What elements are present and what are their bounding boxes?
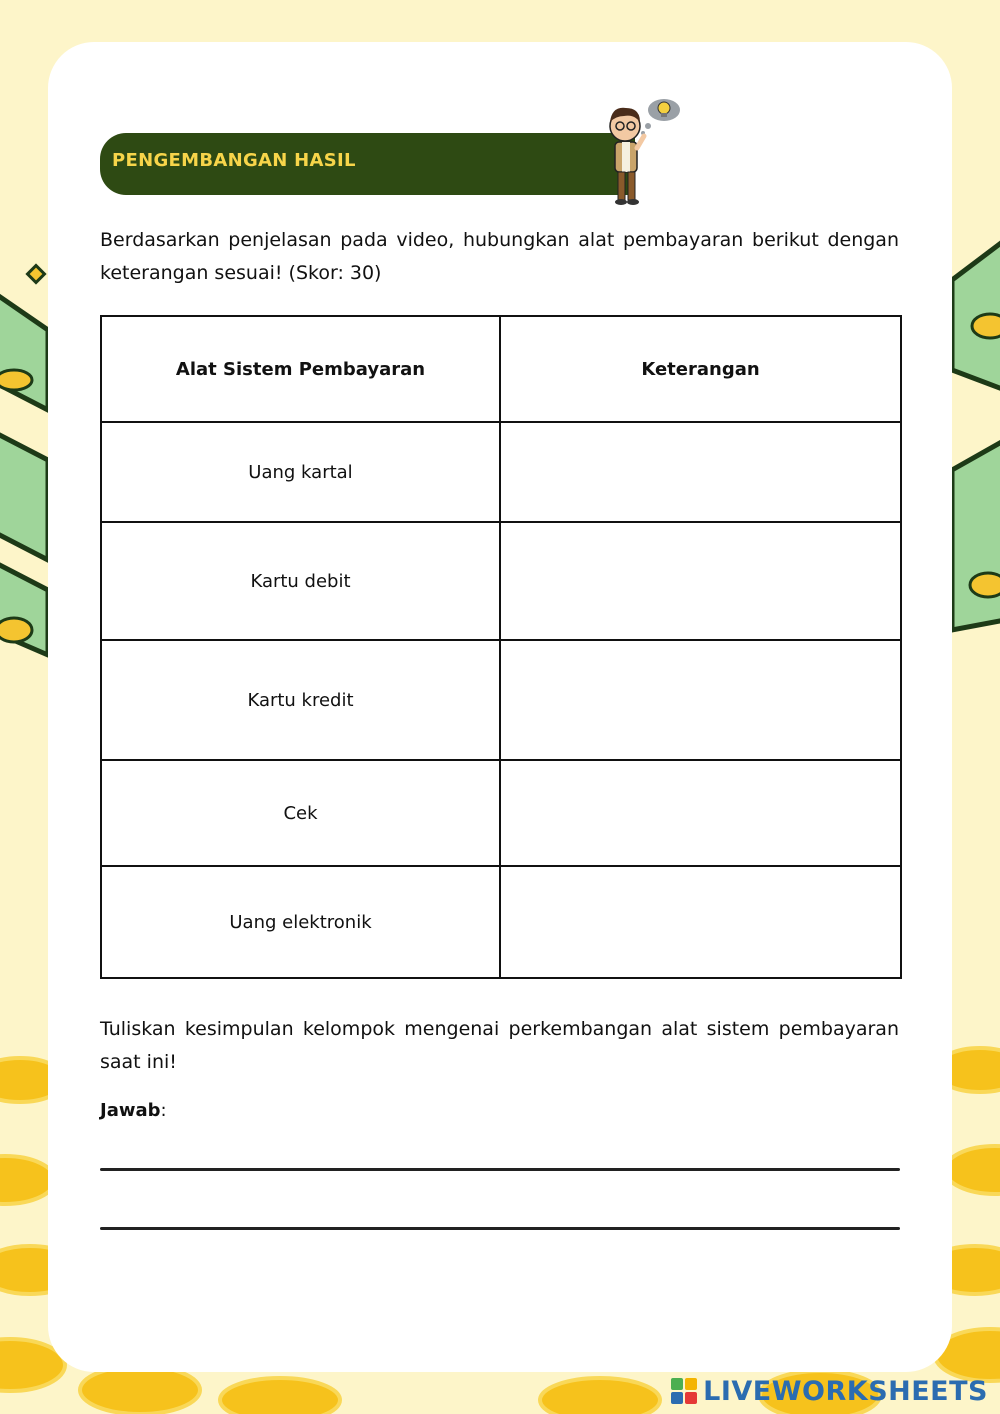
answer-label <box>100 1100 167 1121</box>
note-cell[interactable] <box>500 422 901 522</box>
table-row <box>101 640 901 760</box>
liveworksheets-brand <box>671 1372 988 1410</box>
table-header-row <box>101 316 901 422</box>
answer-line[interactable] <box>100 1168 900 1171</box>
tool-cell: Kartu kredit <box>101 640 500 760</box>
answer-line[interactable] <box>100 1227 900 1230</box>
column-header-note: Keterangan <box>500 316 901 422</box>
tool-cell: Kartu debit <box>101 522 500 640</box>
section-banner <box>100 133 635 195</box>
section-title: PENGEMBANGAN HASIL <box>112 150 356 171</box>
table-row <box>101 760 901 866</box>
thinking-boy-icon <box>598 96 688 208</box>
table-row <box>101 522 901 640</box>
conclusion-prompt: Tuliskan kesimpulan kelompok mengenai perkembangan alat sistem pembayaran saat ini! <box>100 1018 899 1073</box>
note-cell[interactable] <box>500 866 901 978</box>
liveworksheets-logo-icon <box>671 1378 697 1404</box>
brand-name: LIVEWORKSHEETS <box>703 1375 988 1407</box>
note-cell[interactable] <box>500 760 901 866</box>
answer-label-text: Jawab <box>100 1100 161 1121</box>
tool-cell: Uang kartal <box>101 422 500 522</box>
money-bills-right-decoration <box>950 240 1000 640</box>
column-header-tool: Alat Sistem Pembayaran <box>101 316 500 422</box>
table-row <box>101 422 901 522</box>
tool-cell: Cek <box>101 760 500 866</box>
payment-tools-table <box>100 315 902 979</box>
lightbulb-icon <box>641 99 680 135</box>
instruction-text: Berdasarkan penjelasan pada video, hubungkan alat pembayaran berikut dengan keterangan sesuai! (Skor: 30) <box>100 229 899 284</box>
note-cell[interactable] <box>500 522 901 640</box>
note-cell[interactable] <box>500 640 901 760</box>
tool-cell: Uang elektronik <box>101 866 500 978</box>
table-row <box>101 866 901 978</box>
answer-label-suffix: : <box>160 1100 167 1121</box>
